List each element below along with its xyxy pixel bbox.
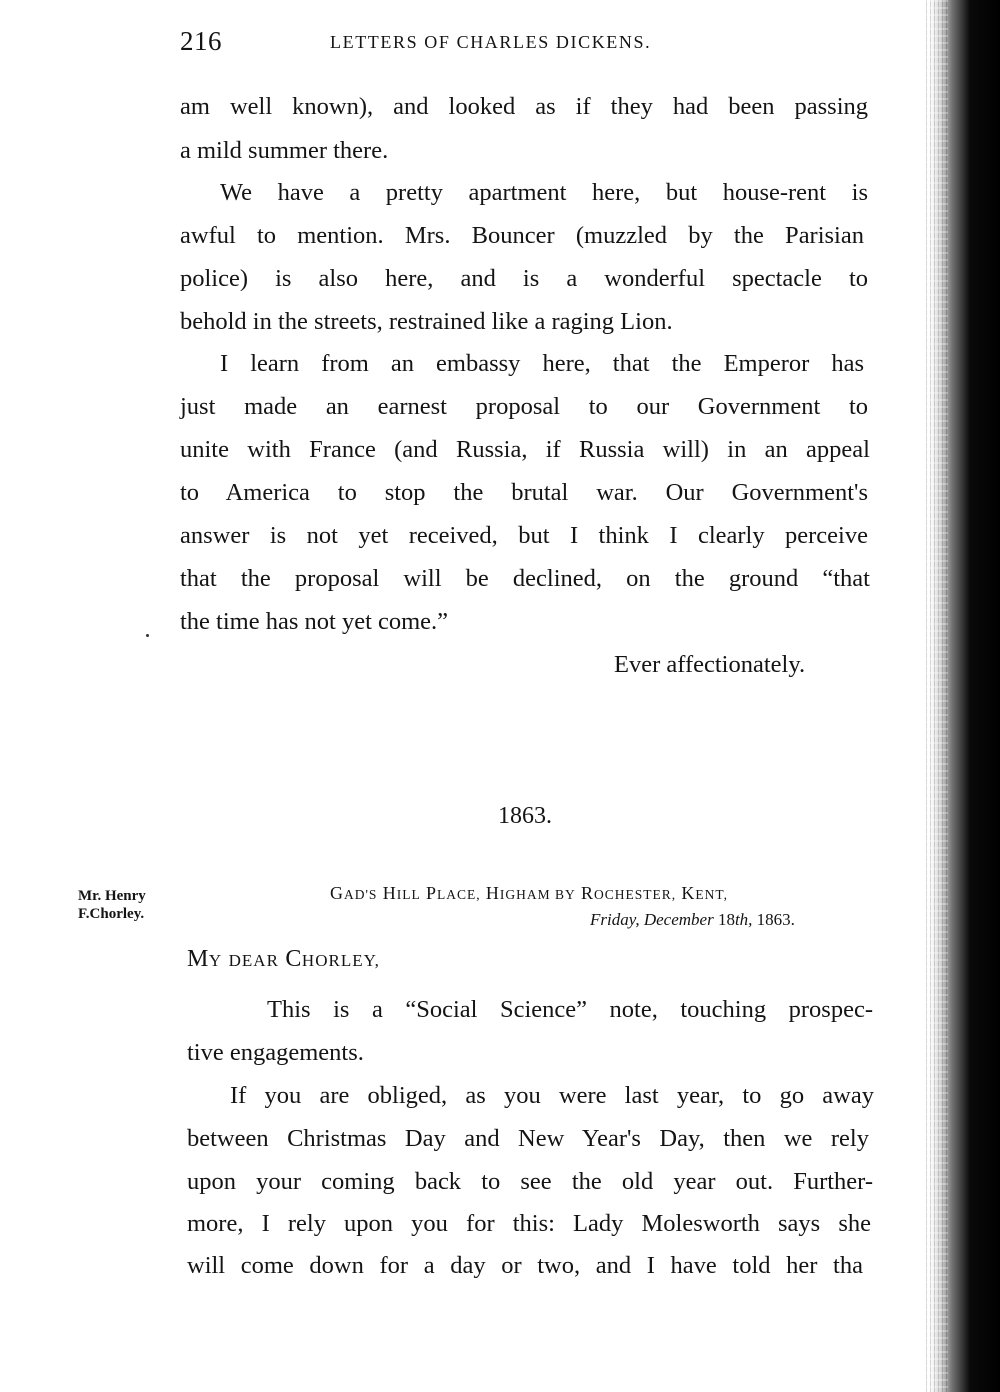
- letter1-line-7: I learn from an embassy here, that the Emperor has: [220, 350, 864, 377]
- binding-speckle: [926, 0, 948, 1392]
- letter1-line-11: answer is not yet received, but I think I clearly perceive: [180, 522, 868, 549]
- letter1-line-3: We have a pretty apartment here, but house-rent is: [220, 179, 868, 206]
- letter1-signoff: Ever affectionately.: [614, 651, 806, 678]
- letter1-line-9: unite with France (and Russia, if Russia will) in an appeal: [180, 436, 870, 463]
- letter1-line-5: police) is also here, and is a wonderful spectacle to: [180, 265, 868, 292]
- page-header: [180, 26, 780, 60]
- letter2-salutation: MY DEAR CHORLEY,: [187, 946, 380, 972]
- letter1-line-13: the time has not yet come.”: [180, 608, 449, 635]
- letter2-address: GAD'S HILL PLACE, HIGHAM BY ROCHESTER, KENT,: [330, 883, 729, 903]
- marginal-note-line-2: F.Chorley.: [78, 906, 145, 922]
- letter1-line-1: am well known), and looked as if they had been passing: [180, 93, 868, 120]
- letter2-line-4: between Christmas Day and New Year's Day, then we rely: [187, 1125, 869, 1152]
- letter2-line-5: upon your coming back to see the old year out. Further-: [187, 1168, 873, 1195]
- letter1-line-8: just made an earnest proposal to our Government to: [180, 393, 868, 420]
- letter2-line-2: tive engagements.: [187, 1039, 364, 1066]
- letter2-line-6: more, I rely upon you for this: Lady Molesworth says she: [187, 1210, 871, 1237]
- letter1-line-6: behold in the streets, restrained like a raging Lion.: [180, 308, 673, 335]
- letter2-line-3: If you are obliged, as you were last year, to go away: [230, 1082, 874, 1109]
- letter2-date: Friday, December 18th, 1863.: [590, 910, 795, 929]
- letter1-line-12: that the proposal will be declined, on the ground “that: [180, 565, 870, 592]
- marginal-note-line-1: Mr. Henry: [78, 888, 146, 904]
- letter1-line-2: a mild summer there.: [180, 137, 389, 164]
- page-number: 216: [180, 26, 222, 56]
- year-heading: 1863.: [498, 803, 552, 829]
- letter2-line-1: This is a “Social Science” note, touching prospec-: [267, 996, 873, 1023]
- running-head: LETTERS OF CHARLES DICKENS.: [330, 32, 652, 52]
- scan-speck: [146, 634, 149, 637]
- letter2-line-7: will come down for a day or two, and I have told her tha: [187, 1252, 863, 1279]
- letter1-line-10: to America to stop the brutal war. Our Government's: [180, 479, 868, 506]
- letter1-line-4: awful to mention. Mrs. Bouncer (muzzled by the Parisian: [180, 222, 864, 249]
